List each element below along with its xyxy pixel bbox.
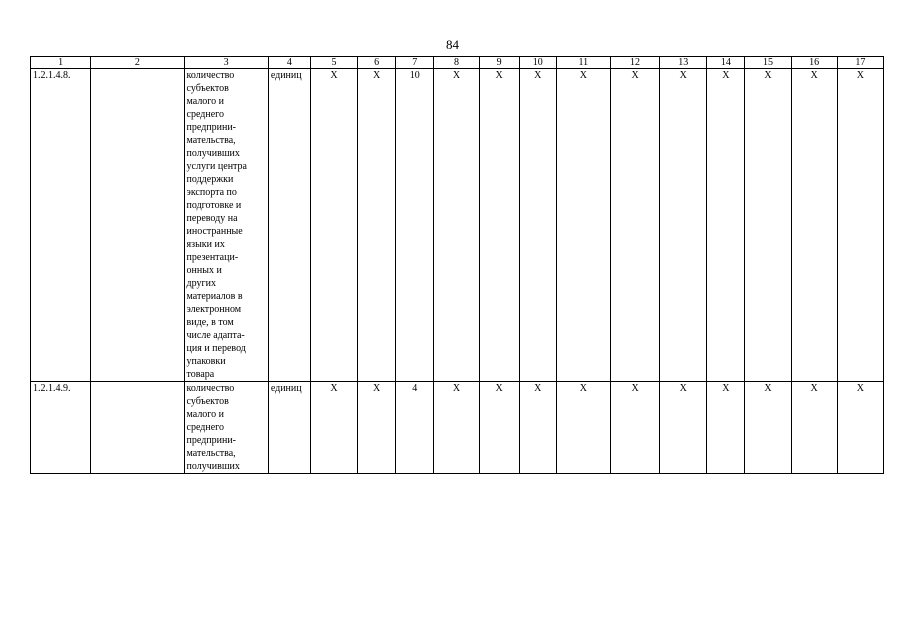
description-line: предприни-	[186, 435, 237, 446]
header-cell-7: 7	[396, 57, 434, 69]
header-cell-1: 1	[31, 57, 91, 69]
header-cell-6: 6	[358, 57, 396, 69]
row-code: 1.2.1.4.8.	[31, 69, 91, 382]
value-cell-col10: X	[519, 382, 556, 474]
table-row	[31, 69, 884, 382]
value-cell-col6: X	[358, 382, 396, 474]
header-cell-9: 9	[479, 57, 519, 69]
description-line: языки их	[186, 239, 225, 250]
row-col2	[91, 382, 184, 474]
description-line: экспорта по	[186, 187, 237, 198]
description-line: получивших	[186, 148, 240, 159]
description-line: мательства,	[186, 135, 236, 146]
header-cell-12: 12	[610, 57, 659, 69]
description-line: электронном	[186, 304, 242, 315]
description-line: ция и перевод	[186, 343, 246, 354]
description-line: субъектов	[186, 83, 229, 94]
value-cell-col16: X	[791, 69, 837, 382]
row-code: 1.2.1.4.9.	[31, 382, 91, 474]
description-line: подготовке и	[186, 200, 242, 211]
header-cell-4: 4	[268, 57, 310, 69]
header-row	[31, 57, 884, 69]
value-cell-col7: 10	[396, 69, 434, 382]
value-cell-col7: 4	[396, 382, 434, 474]
description-line: количество	[186, 70, 235, 81]
description-line: онных и	[186, 265, 222, 276]
value-cell-col15: X	[745, 382, 791, 474]
description-line: предприни-	[186, 122, 237, 133]
description-line: малого и	[186, 96, 225, 107]
value-cell-col13: X	[660, 69, 707, 382]
value-cell-col14: X	[707, 382, 745, 474]
header-cell-16: 16	[791, 57, 837, 69]
description-line: среднего	[186, 109, 225, 120]
value-cell-col17: X	[837, 69, 883, 382]
table-row	[31, 382, 884, 474]
description-line: товара	[186, 369, 215, 380]
data-table	[30, 56, 884, 474]
value-cell-col14: X	[707, 69, 745, 382]
row-description	[184, 69, 268, 382]
row-unit: единиц	[268, 382, 310, 474]
row-description	[184, 382, 268, 474]
description-line: числе адапта-	[186, 330, 245, 341]
description-line: упаковки	[186, 356, 226, 367]
header-cell-3: 3	[184, 57, 268, 69]
row-col2	[91, 69, 184, 382]
row-unit: единиц	[268, 69, 310, 382]
description-line: виде, в том	[186, 317, 234, 328]
description-line: других	[186, 278, 216, 289]
header-cell-13: 13	[660, 57, 707, 69]
value-cell-col5: X	[310, 69, 357, 382]
description-line: малого и	[186, 409, 225, 420]
header-cell-8: 8	[434, 57, 479, 69]
header-cell-11: 11	[556, 57, 610, 69]
value-cell-col11: X	[556, 69, 610, 382]
value-cell-col16: X	[791, 382, 837, 474]
header-cell-2: 2	[91, 57, 184, 69]
header-cell-10: 10	[519, 57, 556, 69]
page-number: 84	[446, 37, 459, 52]
description-line: переводу на	[186, 213, 238, 224]
value-cell-col12: X	[610, 69, 659, 382]
header-cell-15: 15	[745, 57, 791, 69]
description-line: иностранные	[186, 226, 243, 237]
description-line: получивших	[186, 461, 240, 472]
description-line: поддержки	[186, 174, 234, 185]
value-cell-col11: X	[556, 382, 610, 474]
value-cell-col12: X	[610, 382, 659, 474]
description-line: мательства,	[186, 448, 236, 459]
description-line: количество	[186, 383, 235, 394]
value-cell-col5: X	[310, 382, 357, 474]
value-cell-col15: X	[745, 69, 791, 382]
value-cell-col17: X	[837, 382, 883, 474]
value-cell-col8: X	[434, 382, 479, 474]
description-line: субъектов	[186, 396, 229, 407]
value-cell-col9: X	[479, 382, 519, 474]
value-cell-col13: X	[660, 382, 707, 474]
header-cell-14: 14	[707, 57, 745, 69]
description-line: материалов в	[186, 291, 243, 302]
value-cell-col8: X	[434, 69, 479, 382]
header-cell-5: 5	[310, 57, 357, 69]
value-cell-col10: X	[519, 69, 556, 382]
header-cell-17: 17	[837, 57, 883, 69]
value-cell-col6: X	[358, 69, 396, 382]
description-line: среднего	[186, 422, 225, 433]
value-cell-col9: X	[479, 69, 519, 382]
description-line: услуги центра	[186, 161, 247, 172]
description-line: презентаци-	[186, 252, 239, 263]
